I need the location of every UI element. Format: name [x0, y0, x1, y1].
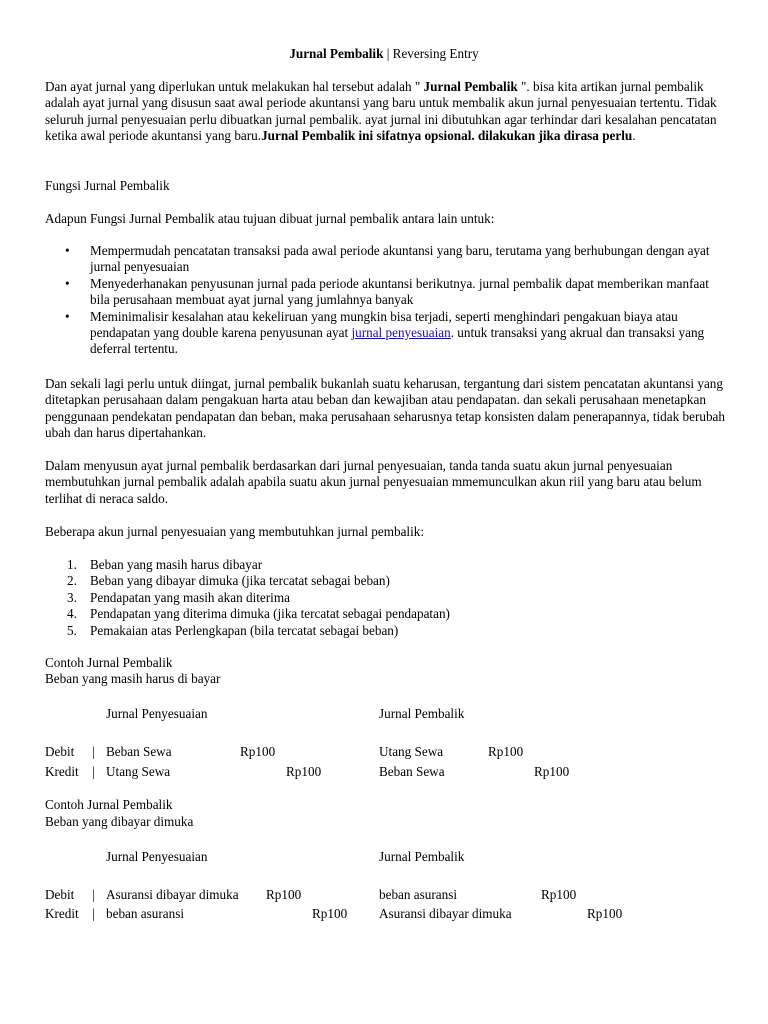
list-text: Pemakaian atas Perlengkapan (bila tercatat sebagai beban): [90, 622, 399, 638]
reversal-kredit-account: Beban Sewa: [379, 764, 445, 779]
jurnal-penyesuaian-link[interactable]: jurnal penyesuaian: [351, 325, 451, 341]
kredit-label: Kredit: [45, 906, 79, 921]
debit-account: Asuransi dibayar dimuka: [106, 887, 239, 902]
document-title: [0, 46, 768, 62]
debit-label: Debit: [45, 887, 75, 902]
title-rest: | Reversing Entry: [383, 46, 479, 61]
list-number: 1.: [67, 557, 77, 572]
list-number: 5.: [67, 622, 77, 638]
reversal-kredit-amount: Rp100: [534, 764, 570, 779]
example-subheading: Beban yang dibayar dimuka: [45, 814, 194, 829]
debit-amount: Rp100: [266, 887, 302, 902]
reversal-debit-account: Utang Sewa: [379, 744, 444, 759]
list-item: [45, 623, 450, 639]
list-text: Pendapatan yang masih akan diterima: [90, 589, 290, 605]
fungsi-heading: Fungsi Jurnal Pembalik: [45, 178, 170, 193]
list-number: 2.: [67, 573, 77, 589]
beberapa-intro: Beberapa akun jurnal penyesuaian yang membutuhkan jurnal pembalik:: [45, 524, 425, 539]
akun-numbered-list: [45, 557, 450, 639]
separator: |: [92, 744, 95, 759]
intro-bold2: Jurnal Pembalik ini sifatnya opsional. dilakukan jika dirasa perlu: [261, 128, 633, 144]
kredit-amount: Rp100: [286, 764, 322, 779]
column-header-penyesuaian: Jurnal Penyesuaian: [106, 706, 208, 721]
intro-end: .: [632, 128, 636, 144]
separator: |: [92, 906, 95, 921]
bullet-text: Mempermudah pencatatan transaksi pada awal periode akuntansi yang baru, terutama yang berhubungan dengan ayat jurnal penyesuaian: [90, 243, 710, 275]
separator: |: [92, 887, 95, 902]
list-item: [45, 309, 725, 358]
bullet-text-post: . untuk transaksi yang akrual dan transaksi yang deferral tertentu.: [90, 325, 705, 357]
column-header-pembalik: Jurnal Pembalik: [379, 706, 465, 721]
example-heading: Contoh Jurnal Pembalik: [45, 797, 173, 812]
example-heading: Contoh Jurnal Pembalik: [45, 655, 173, 670]
list-item: [45, 243, 725, 276]
column-header-pembalik: Jurnal Pembalik: [379, 849, 465, 864]
paragraph-diingat: [45, 376, 735, 442]
bullet-icon: •: [65, 275, 70, 291]
reversal-kredit-amount: Rp100: [587, 906, 623, 921]
bullet-icon: •: [65, 243, 70, 258]
intro-paragraph: [45, 79, 735, 145]
separator: |: [92, 764, 95, 779]
kredit-account: Utang Sewa: [106, 764, 171, 779]
kredit-account: beban asuransi: [106, 906, 184, 921]
list-item: [45, 590, 450, 606]
list-item: [45, 276, 725, 309]
bullet-icon: •: [65, 308, 70, 324]
fungsi-bullet-list: [45, 243, 725, 358]
reversal-debit-amount: Rp100: [541, 887, 577, 902]
list-item: [45, 573, 450, 589]
paragraph-diingat-text: Dan sekali lagi perlu untuk diingat, jurnal pembalik bukanlah suatu keharusan, tergantung dari sistem pencatatan akuntansi yang ditetapkan perusahaan dalam pengakuan harta atau beban dan kewajiban atau pendapatan. dan sekali perusahaan menetapkan penggunaan pendekatan pendapatan dan beban, maka perusahaan seharusnya tetap konsisten dalam penerapannya, tidak berubah ubah dan harus dipertahankan.: [45, 376, 725, 441]
list-text: Beban yang dibayar dimuka (jika tercatat sebagai beban): [90, 573, 390, 589]
reversal-debit-account: beban asuransi: [379, 887, 457, 902]
debit-amount: Rp100: [240, 744, 276, 759]
fungsi-intro: Adapun Fungsi Jurnal Pembalik atau tujuan dibuat jurnal pembalik antara lain untuk:: [45, 211, 495, 226]
reversal-kredit-account: Asuransi dibayar dimuka: [379, 906, 512, 921]
intro-part1: Dan ayat jurnal yang diperlukan untuk melakukan hal tersebut adalah ": [45, 79, 421, 94]
example-subheading: Beban yang masih harus di bayar: [45, 671, 221, 686]
reversal-debit-amount: Rp100: [488, 744, 524, 759]
bullet-text: Menyederhanakan penyusunan jurnal pada periode akuntansi berikutnya. jurnal pembalik dapat memberikan manfaat bila perusahaan membuat ayat jurnal yang jumlahnya banyak: [90, 275, 709, 308]
kredit-amount: Rp100: [312, 906, 348, 921]
list-number: 4.: [67, 606, 77, 622]
debit-account: Beban Sewa: [106, 744, 172, 759]
debit-label: Debit: [45, 744, 75, 759]
column-header-penyesuaian: Jurnal Penyesuaian: [106, 849, 208, 864]
bullet-text-pre: Meminimalisir kesalahan atau kekeliruan yang mungkin bisa terjadi, seperti menghindari pengakuan biaya atau pendapatan yang double karena penyusunan ayat: [90, 308, 678, 341]
list-item: [45, 557, 450, 573]
paragraph-menyusun: [45, 458, 735, 507]
list-item: [45, 606, 450, 622]
intro-bold1: Jurnal Pembalik: [420, 79, 521, 94]
list-text: Beban yang masih harus dibayar: [90, 557, 263, 572]
kredit-label: Kredit: [45, 764, 79, 779]
title-bold: Jurnal Pembalik: [289, 46, 384, 61]
intro-part2: ". bisa kita artikan jurnal pembalik adalah ayat jurnal yang disusun saat awal periode akuntansi yang baru untuk membalik akun jurnal penyesuaian tertentu. Tidak seluruh jurnal penyesuaian perlu dibuatkan jurnal pembalik. ayat jurnal ini dibutuhkan agar terhindar dari kesalahan pencatatan ketika awal periode akuntansi yang baru.: [45, 79, 717, 144]
list-text: Pendapatan yang diterima dimuka (jika tercatat sebagai pendapatan): [90, 606, 450, 622]
list-number: 3.: [67, 589, 77, 605]
paragraph-menyusun-text: Dalam menyusun ayat jurnal pembalik berdasarkan dari jurnal penyesuaian, tanda tanda suatu akun jurnal penyesuaian membutuhkan jurnal pembalik adalah apabila suatu akun jurnal penyesuaian mmemunculkan akun riil yang baru atau belum terlihat di neraca saldo.: [45, 458, 702, 506]
